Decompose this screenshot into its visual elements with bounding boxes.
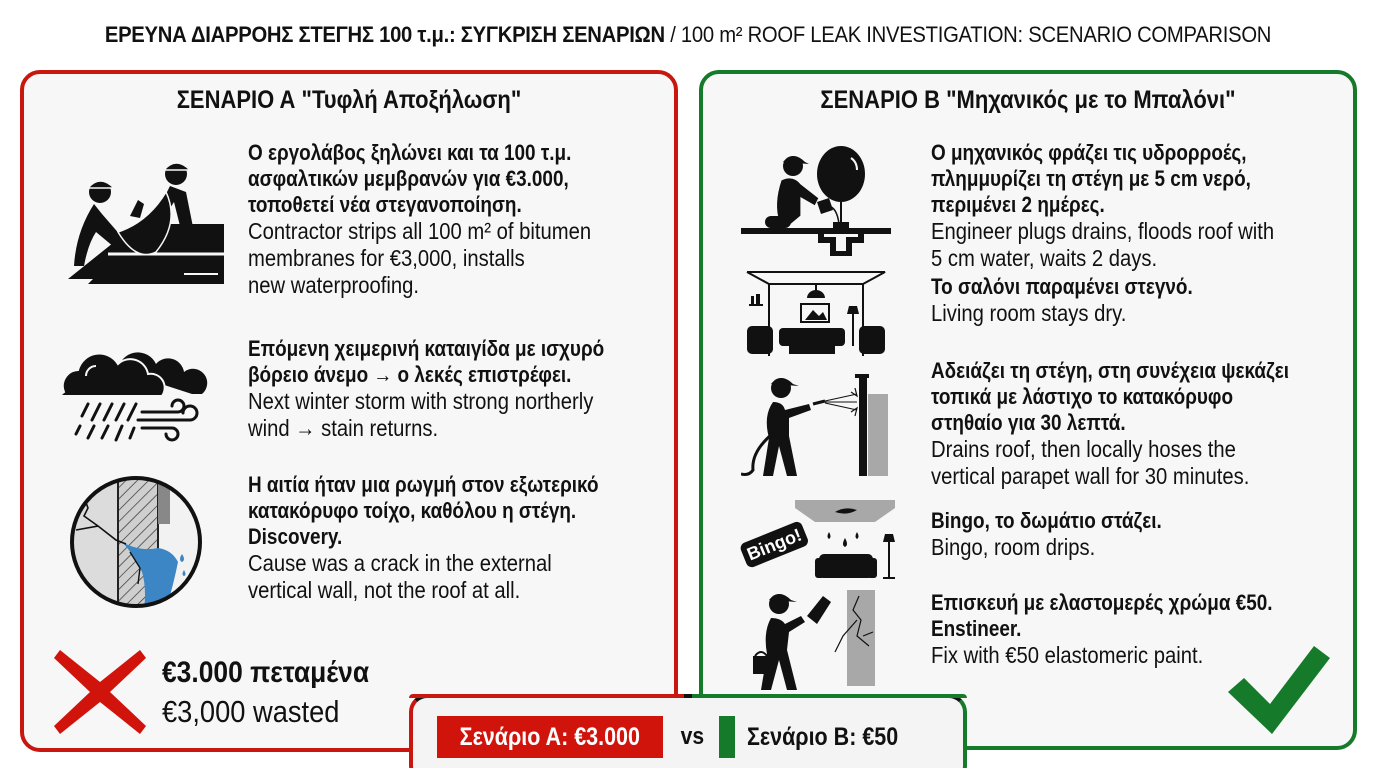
step-greek-line: Επισκευή με ελαστομερές χρώμα €50.	[931, 590, 1273, 615]
storm-wind-icon	[58, 332, 208, 452]
step-greek-line: Το σαλόνι παραμένει στεγνό.	[931, 274, 1193, 299]
scenario-b-step-3	[703, 358, 1353, 498]
scenario-a-cost-label	[437, 716, 663, 758]
step-greek-line: ασφαλτικών μεμβρανών για €3.000,	[248, 166, 569, 191]
scenario-a-step-1	[24, 140, 674, 310]
step-greek-line: Ο μηχανικός φράζει τις υδρορροές,	[931, 140, 1247, 165]
scenario-b-step-4-text	[931, 508, 1199, 561]
step-english-line: Next winter storm with strong northerly	[248, 388, 594, 414]
engineer-balloon-drain-plug-icon	[741, 146, 891, 256]
scenario-a-step-3-text	[248, 472, 656, 604]
scenario-b-step-4	[703, 502, 1353, 586]
step-greek-line: Επόμενη χειμερινή καταιγίδα με ισχυρό	[248, 336, 605, 361]
step-english-line: Fix with €50 elastomeric paint.	[931, 642, 1204, 668]
step-english-line: Bingo, room drips.	[931, 534, 1096, 560]
step-greek-line: Discovery.	[248, 524, 343, 549]
living-room-icon	[745, 270, 887, 356]
step-greek-line: στηθαίο για 30 λεπτά.	[931, 410, 1126, 435]
scenario-b-cost-label: Σενάριο Β: €50	[747, 723, 899, 751]
scenario-a-step-1-text	[248, 140, 638, 299]
hose-spraying-wall-icon	[741, 374, 891, 478]
scenario-a-step-2	[24, 332, 674, 442]
bingo-ceiling-drip-icon	[739, 498, 899, 582]
scenario-a-panel	[20, 70, 678, 752]
step-english-line: Engineer plugs drains, floods roof with	[931, 218, 1275, 244]
step-english-line: new waterproofing.	[248, 272, 420, 298]
step-english-line: Drains roof, then locally hoses the	[931, 436, 1236, 462]
step-greek-line: Η αιτία ήταν μια ρωγμή στον εξωτερικό	[248, 472, 599, 497]
step-greek-line: περιμένει 2 ημέρες.	[931, 192, 1105, 217]
scenario-b-step-1-text	[931, 140, 1321, 272]
step-greek-line: τοπικά με λάστιχο το κατακόρυφο	[931, 384, 1234, 409]
scenario-b-color-marker	[719, 716, 735, 758]
step-greek-line: τοποθετεί νέα στεγανοποίηση.	[248, 192, 522, 217]
title-english: 100 m² ROOF LEAK INVESTIGATION: SCENARIO COMPARISON	[680, 22, 1272, 47]
step-greek-line: βόρειο άνεμο → ο λεκές επιστρέφει.	[248, 362, 572, 387]
step-greek-line: Bingo, το δωμάτιο στάζει.	[931, 508, 1162, 533]
step-greek-line: πλημμυρίζει τη στέγη με 5 cm νερό,	[931, 166, 1251, 191]
step-english-line: 5 cm water, waits 2 days.	[931, 245, 1158, 271]
scenario-b-step-1	[703, 140, 1353, 270]
scenario-b-heading: ΣΕΝΑΡΙΟ Β "Μηχανικός με το Μπαλόνι"	[820, 86, 1236, 114]
check-mark-icon	[1226, 640, 1330, 740]
scenario-b-step-2	[703, 270, 1353, 356]
wall-crack-leak-icon	[66, 472, 206, 612]
verdict-greek: €3.000 πεταμένα	[162, 656, 370, 689]
step-english-line: Living room stays dry.	[931, 300, 1127, 326]
step-greek-line: Ο εργολάβος ξηλώνει και τα 100 τ.μ.	[248, 140, 572, 165]
scenario-b-step-3-text	[931, 358, 1347, 490]
step-english-line: vertical wall, not the roof at all.	[248, 577, 521, 603]
scenario-a-cost-text: Σενάριο Α: €3.000	[459, 723, 641, 751]
painter-fixing-crack-icon	[743, 590, 893, 690]
step-greek-line: Enstineer.	[931, 616, 1022, 641]
step-english-line: Cause was a crack in the external	[248, 550, 552, 576]
step-greek-line: Αδειάζει τη στέγη, στη συνέχεια ψεκάζει	[931, 358, 1289, 383]
roofers-stripping-membrane-icon	[48, 154, 224, 284]
verdict-english: €3,000 wasted	[162, 694, 340, 729]
title-greek: ΕΡΕΥΝΑ ΔΙΑΡΡΟΗΣ ΣΤΕΓΗΣ 100 τ.μ.: ΣΥΓΚΡΙΣΗ ΣΕΝΑΡΙΩΝ	[104, 22, 665, 47]
bingo-badge: Bingo!	[744, 524, 805, 565]
x-mark-icon	[52, 644, 148, 740]
step-english-line: membranes for €3,000, installs	[248, 245, 525, 271]
step-english-line: wind → stain returns.	[248, 415, 439, 441]
cost-comparison-badge	[409, 694, 967, 768]
scenario-a-step-2-text	[248, 336, 662, 442]
step-english-line: Contractor strips all 100 m² of bitumen	[248, 218, 592, 244]
scenario-a-step-3	[24, 472, 674, 622]
scenario-b-step-2-text	[931, 274, 1235, 327]
title-separator: /	[664, 22, 681, 47]
scenario-a-heading: ΣΕΝΑΡΙΟ Α "Τυφλή Αποξήλωση"	[176, 86, 522, 114]
step-greek-line: κατακόρυφο τοίχο, καθόλου η στέγη.	[248, 498, 577, 523]
step-english-line: vertical parapet wall for 30 minutes.	[931, 463, 1250, 489]
vs-label: vs	[680, 723, 705, 750]
page-title	[55, 20, 1321, 50]
